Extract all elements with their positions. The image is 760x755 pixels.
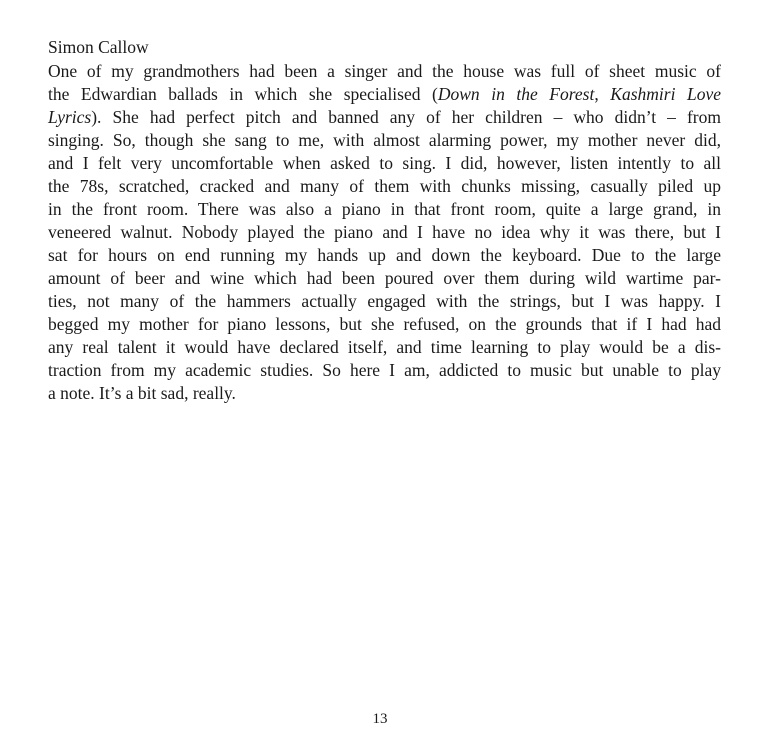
- paragraph-line: [48, 129, 721, 152]
- text-run: a note. It’s a bit sad, really.: [48, 383, 236, 403]
- text-run: and I felt very uncomfortable when asked to sing. I did, however, listen intently to all: [48, 153, 721, 173]
- text-run: veneered walnut. Nobody played the piano and I have no idea why it was there, but I: [48, 222, 721, 242]
- text-run: sat for hours on end running my hands up and down the keyboard. Due to the large: [48, 245, 721, 265]
- paragraph-line: [48, 290, 721, 313]
- memoir-paragraph: [48, 60, 721, 405]
- paragraph-line: [48, 244, 721, 267]
- paragraph-line: [48, 198, 721, 221]
- text-run: amount of beer and wine which had been poured over them during wild wartime par-: [48, 268, 721, 288]
- text-run: begged my mother for piano lessons, but she refused, on the grounds that if I had had: [48, 314, 721, 334]
- paragraph-line: [48, 60, 721, 83]
- text-run: singing. So, though she sang to me, with almost alarming power, my mother never did,: [48, 130, 721, 150]
- text-run: One of my grandmothers had been a singer and the house was full of sheet music of: [48, 61, 721, 81]
- text-run: ). She had perfect pitch and banned any of her children – who didn’t – from: [91, 107, 721, 127]
- text-run: the Edwardian ballads in which she specialised (: [48, 84, 438, 104]
- italic-title: Kashmiri Love: [610, 84, 721, 104]
- text-run: ,: [594, 84, 611, 104]
- text-run: ties, not many of the hammers actually engaged with the strings, but I was happy. I: [48, 291, 721, 311]
- italic-title: Down in the Forest: [437, 84, 595, 104]
- paragraph-line: [48, 359, 721, 382]
- paragraph-line: [48, 83, 721, 106]
- text-run: the 78s, scratched, cracked and many of them with chunks missing, casually piled up: [48, 176, 721, 196]
- text-run: in the front room. There was also a piano in that front room, quite a large grand, in: [48, 199, 721, 219]
- paragraph-line: [48, 106, 721, 129]
- paragraph-line: [48, 313, 721, 336]
- paragraph-line: [48, 267, 721, 290]
- paragraph-line: [48, 336, 721, 359]
- paragraph-line: [48, 152, 721, 175]
- page-number: 13: [372, 711, 388, 727]
- text-run: any real talent it would have declared itself, and time learning to play would be a dis-: [48, 337, 721, 357]
- paragraph-line: [48, 175, 721, 198]
- italic-title: Lyrics: [48, 107, 92, 127]
- author-name: Simon Callow: [48, 37, 149, 57]
- paragraph-line: [48, 382, 721, 405]
- paragraph-line: [48, 221, 721, 244]
- text-run: traction from my academic studies. So here I am, addicted to music but unable to play: [48, 360, 721, 380]
